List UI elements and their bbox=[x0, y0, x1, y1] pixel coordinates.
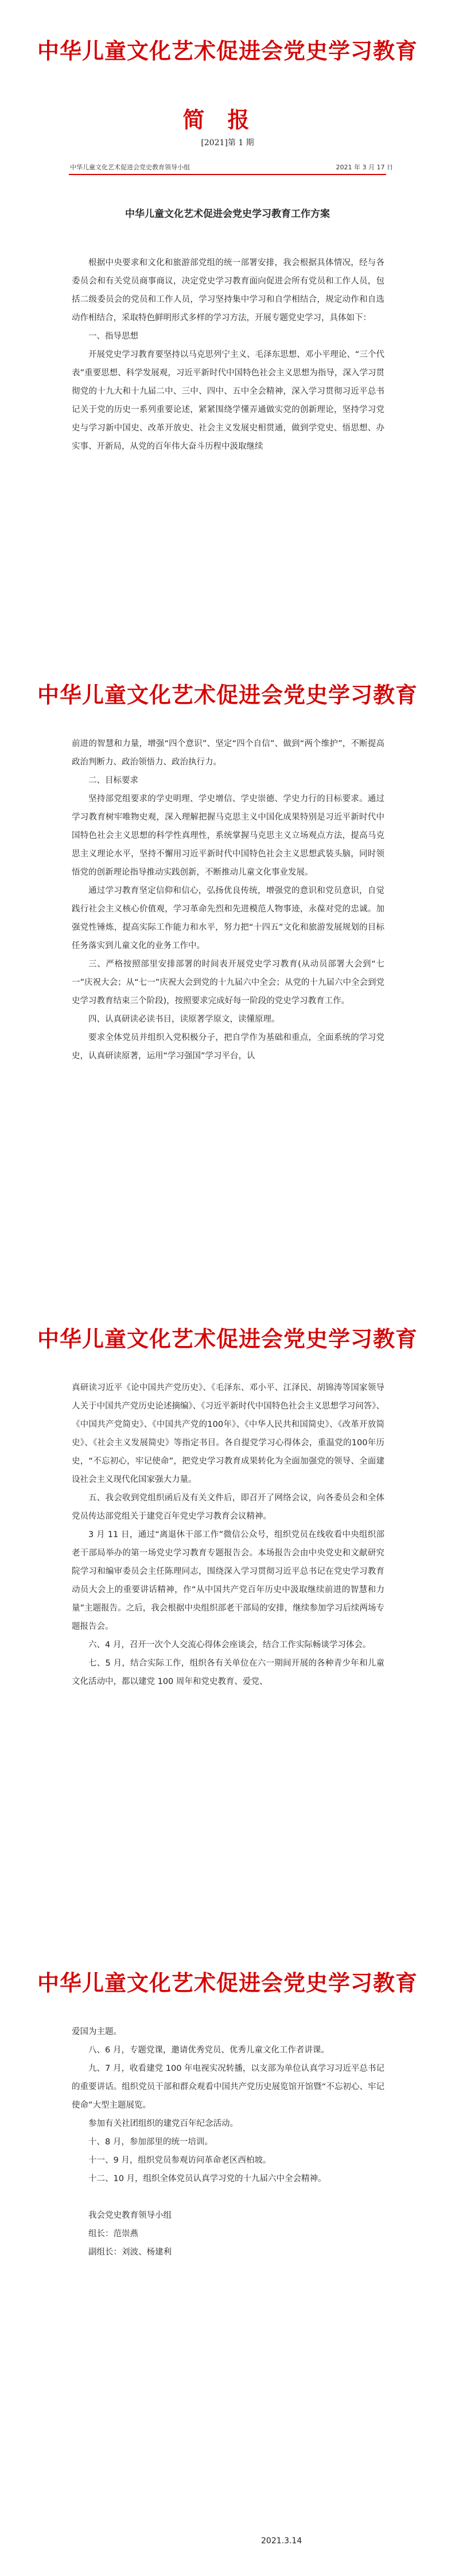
masthead-title: 中华儿童文化艺术促进会党史学习教育 bbox=[37, 1970, 418, 1996]
issue-number: [2021]第 1 期 bbox=[201, 138, 254, 148]
paragraph: 七、5 月，结合实际工作，组织各有关单位在六一期间开展的各种青少年和儿童文化活动中，都以建党 100 周年和党史教育、爱党、 bbox=[72, 1659, 384, 1686]
paragraph: 六、4 月，召开一次个人交流心得体会座谈会，结合工作实际畅谈学习体会。 bbox=[88, 1640, 371, 1650]
paragraph: 坚持部党组要求的学史明理、学史增信、学史崇德、学史力行的目标要求。通过学习教育树牢唯物史观，深入理解把握马克思主义中国化成果特别是习近平新时代中国特色社会主义思想的科学性真理性，系统掌握马克思主义立场观点方法，提高马克思主义理论水平，坚持不懈用习近平新时代中国特色社会主义思想武装头脑，同时领悟党的创新理论指导推动实践创新，不断推动儿童文化事业发展。 bbox=[72, 794, 384, 877]
paragraph: 参加有关社团组织的建党百年纪念活动。 bbox=[88, 2119, 238, 2128]
page-2-body bbox=[72, 735, 384, 1065]
page-2 bbox=[0, 644, 455, 1288]
page-3-body bbox=[72, 1379, 384, 1691]
signature-group: 我会党史教育领导小组 bbox=[88, 2211, 172, 2220]
document-title: 中华儿童文化艺术促进会党史学习教育工作方案 bbox=[125, 208, 330, 220]
paragraph: 十、8 月，参加部里的统一培训。 bbox=[88, 2137, 213, 2147]
paragraph: 三、严格按照部里安排部署的时间表开展党史学习教育(从动员部署大会到“七一”庆祝大会；从“七一”庆祝大会到党的十九届六中全会；从党的十九届六中全会到党史学习教育结束三个阶段)，按照要求完成好每一阶段的党史学习教育工作。 bbox=[72, 960, 384, 1006]
paragraph: 通过学习教育坚定信仰和信心，弘扬优良传统，增强党的意识和党员意识，自觉践行社会主义核心价值观，学习革命先烈和先进模范人物事迹，永葆对党的忠诚。加强党性锤炼，提高实际工作能力和水平，努力把“十四五”文化和旅游发展规划的目标任务落实到儿童文化的业务工作中。 bbox=[72, 886, 384, 951]
paragraph: 爱国为主题。 bbox=[72, 2027, 122, 2036]
group-leader: 组长：范崇燕 bbox=[88, 2229, 138, 2239]
paragraph: 九、7 月，收看建党 100 年电视实况转播，以支部为单位认真学习习近平总书记的重要讲话。组织党员干部和群众观看中国共产党历史展览馆开馆暨“不忘初心、牢记使命”大型主题展览。 bbox=[72, 2064, 384, 2110]
page-3 bbox=[0, 1288, 455, 1932]
section-heading: 一、指导思想 bbox=[88, 332, 138, 341]
paragraph: 要求全体党员并组织入党积极分子，把自学作为基础和重点，全面系统的学习党史，认真研读原著，运用“学习强国”学习平台，认 bbox=[72, 1033, 384, 1061]
page-4 bbox=[0, 1932, 455, 2576]
red-divider-line bbox=[69, 174, 386, 175]
paragraph: 开展党史学习教育要坚持以马克思列宁主义、毛泽东思想、邓小平理论、“三个代表”重要思想、科学发展观，习近平新时代中国特色社会主义思想为指导，深入学习贯彻党的十九大和十九届二中、三中、四中、五中全会精神，深入学习贯彻习近平总书记关于党的历史一系列重要论述，紧紧围绕学懂弄通做实党的创新理论，坚持学习党史与学习新中国史、改革开放史、社会主义发展史相贯通，做到学党史、悟思想、办实事、开新局，从党的百年伟大奋斗历程中汲取继续 bbox=[72, 350, 384, 451]
paragraph: 根据中央要求和文化和旅游部党组的统一部署安排，我会根据具体情况，经与各委员会和有关党员商事商议，决定党史学习教育面向促进会所有党员和工作人员，包括二级委员会的党员和工作人员，学习坚持集中学习和自学相结合，规定动作和自选动作相结合，采取特色鲜明形式多样的学习方法，开展专题党史学习，具体如下： bbox=[72, 258, 384, 323]
sender-organization: 中华儿童文化艺术促进会党史教育领导小组 bbox=[70, 164, 190, 171]
paragraph: 真研读习近平《论中国共产党历史》、《毛泽东、邓小平、江泽民、胡锦涛等国家领导人关于中国共产党历史论述摘编》、《习近平新时代中国特色社会主义思想学习问答》、《中国共产党简史》、《中国共产党的100年》、《中华人民共和国简史》、《改革开放简史》、《社会主义发展简史》等指定书目。各自提党学习心得体会，重温党的100年历史，“不忘初心，牢记使命”，把党史学习教育成果转化为全面加强党的领导、全面建设社会主义现代化国家强大力量。 bbox=[72, 1383, 384, 1484]
page-1-body bbox=[72, 254, 384, 456]
masthead-title: 中华儿童文化艺术促进会党史学习教育 bbox=[37, 682, 418, 708]
paragraph: 四、认真研读必读书目，读原著学原文，读懂原理。 bbox=[88, 1015, 280, 1024]
paragraph: 八、6 月，专题党课，邀请优秀党员、优秀儿童文化工作者讲课。 bbox=[88, 2046, 329, 2055]
closing-date: 2021.3.14 bbox=[261, 2536, 302, 2546]
section-heading: 二、目标要求 bbox=[88, 776, 138, 785]
issue-date: 2021 年 3 月 17 日 bbox=[336, 164, 393, 171]
paragraph: 前进的智慧和力量，增强“四个意识”、坚定“四个自信”、做到“两个维护”，不断提高政治判断力、政治领悟力、政治执行力。 bbox=[72, 739, 384, 767]
page-1 bbox=[0, 0, 455, 644]
masthead-title: 中华儿童文化艺术促进会党史学习教育 bbox=[37, 38, 418, 64]
group-deputy-leaders: 副组长：刘波、杨建利 bbox=[88, 2248, 172, 2257]
page-4-body bbox=[72, 2023, 384, 2261]
bulletin-title: 简报 bbox=[182, 107, 273, 133]
paragraph: 五、我会收到党组织函后及有关文件后，即召开了网络会议，向各委员会和全体党员传达部党组关于建党百年党史学习教育会议精神。 bbox=[72, 1493, 384, 1521]
paragraph: 3 月 11 日，通过“离退休干部工作”微信公众号，组织党员在线收看中央组织部老干部局举办的第一场党史学习教育专题报告会。本场报告会由中央党史和文献研究院学习和编审委员会主任陈理同志，围绕深入学习贯彻习近平总书记在党史学习教育动员大会上的重要讲话精神，作“从中国共产党百年历史中汲取继续前进的智慧和力量”主题报告。之后，我会根据中央组织部老干部局的安排，继续参加学习后续两场专题报告会。 bbox=[72, 1530, 384, 1631]
masthead-title: 中华儿童文化艺术促进会党史学习教育 bbox=[37, 1326, 418, 1352]
paragraph: 十一、9 月，组织党员参观访问革命老区西柏坡。 bbox=[88, 2156, 271, 2165]
paragraph: 十二、10 月，组织全体党员认真学习党的十九届六中全会精神。 bbox=[88, 2174, 326, 2183]
